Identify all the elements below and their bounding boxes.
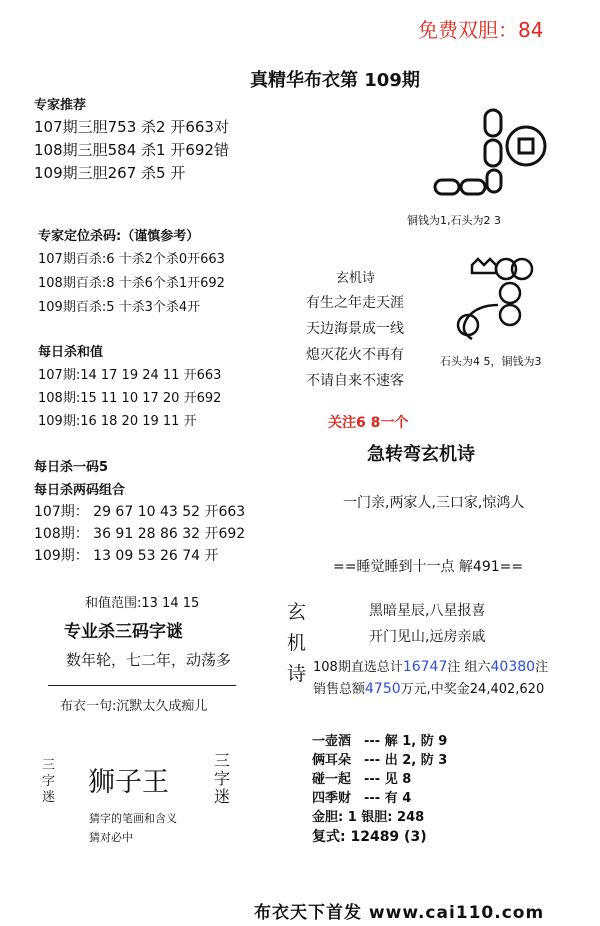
xuanji-label-char: 诗 xyxy=(287,663,307,685)
riddle-heading: 专业杀三码字谜 xyxy=(64,622,183,642)
riddle-text: 数年轮，七二年，动荡多 xyxy=(66,651,232,669)
sum-kill-line: 109期:16 18 20 19 11 开 xyxy=(38,414,197,429)
mystic-poem-heading: 玄机诗 xyxy=(336,271,376,286)
hint-row: 一壶酒 --- 解 1, 防 9 xyxy=(312,734,448,749)
expert-heading: 专家推荐 xyxy=(34,98,87,113)
expert-line: 109期三胆267 杀5 开 xyxy=(34,164,186,182)
sales-total: 4750 xyxy=(365,681,401,697)
page-title: 真精华布衣第 109期 xyxy=(250,70,420,91)
xuanji-line: 开门见山,远房亲戚 xyxy=(369,629,486,645)
lion-note: 猜字的笔画和含义 xyxy=(89,812,177,825)
sleep-riddle: ==睡觉睡到十一点 解491== xyxy=(333,559,524,575)
buyi-sentence: 布衣一句:沉默太久成痴儿 xyxy=(60,699,208,714)
footer-site: 布衣天下首发 www.cai110.com xyxy=(254,903,545,923)
coin-stone-drawing xyxy=(425,100,555,205)
sum-range: 和值范围:13 14 15 xyxy=(85,596,200,611)
coin-caption-1: 铜钱为1,石头为2 3 xyxy=(407,214,501,227)
multi-pick: 复式: 12489 (3) xyxy=(312,829,427,845)
sum-kill-line: 108期:15 11 10 17 20 开692 xyxy=(38,391,222,406)
position-kill-line: 109期百杀:5 十杀3个杀4开 xyxy=(38,300,201,315)
lion-king-riddle: 狮子王 xyxy=(88,767,169,798)
xuanji-line: 黑暗星辰,八星报喜 xyxy=(369,603,486,619)
position-kill-line: 108期百杀:8 十杀6个杀1开692 xyxy=(38,276,225,291)
sum-kill-line: 107期:14 17 19 24 11 开663 xyxy=(38,368,222,383)
coin-stone-drawing-2 xyxy=(440,255,570,350)
daily-kill-line: 109期： 13 09 53 26 74 开 xyxy=(34,548,219,564)
xuanji-label-char: 机 xyxy=(287,632,307,654)
expert-line: 107期三胆753 杀2 开663对 xyxy=(34,118,229,136)
mystic-poem-line: 熄灭花火不再有 xyxy=(306,347,404,363)
sum-kill-heading: 每日杀和值 xyxy=(38,345,104,360)
riddle-side-left: 三字迷 xyxy=(42,758,56,805)
daily-kill-two-heading: 每日杀两码组合 xyxy=(34,483,126,498)
daily-kill-line: 108期： 36 91 28 86 32 开692 xyxy=(34,526,246,542)
position-kill-line: 107期百杀:6 十杀2个杀0开663 xyxy=(38,252,225,267)
sharp-turn-heading: 急转弯玄机诗 xyxy=(367,444,475,465)
sales-line-1: 108期直选总计16747注 组六40380注 xyxy=(313,659,549,675)
free-double-badge: 免费双胆：84 xyxy=(418,18,544,42)
xuanji-label-char: 玄 xyxy=(287,601,307,623)
sales-line-2: 销售总额4750万元,中奖金24,402,620 xyxy=(313,681,545,697)
mystic-poem-line: 有生之年走天涯 xyxy=(306,295,404,311)
daily-kill-line: 107期： 29 67 10 43 52 开663 xyxy=(34,504,246,520)
mystic-poem-line: 天边海景成一线 xyxy=(306,321,404,337)
gold-silver-picks: 金胆: 1 银胆: 248 xyxy=(312,810,425,825)
lion-note: 猜对必中 xyxy=(89,831,133,844)
mystic-poem-line: 不请自来不速客 xyxy=(306,373,404,389)
focus-note: 关注6 8一个 xyxy=(328,415,409,431)
group6-count: 40380 xyxy=(490,659,536,675)
divider xyxy=(48,685,236,686)
daily-kill-one: 每日杀一码5 xyxy=(34,460,109,475)
hint-row: 俩耳朵 --- 出 2, 防 3 xyxy=(312,753,448,768)
position-kill-heading: 专家定位杀码:（谨慎参考） xyxy=(38,229,200,244)
riddle-side-right: 三字迷 xyxy=(214,751,231,806)
hint-row: 碰一起 --- 见 8 xyxy=(312,772,412,787)
coin-caption-2: 石头为4 5，铜钱为3 xyxy=(440,355,542,368)
hint-row: 四季财 --- 有 4 xyxy=(312,791,412,806)
sharp-turn-line: 一门亲,两家人,三口家,惊鸿人 xyxy=(343,495,525,511)
expert-line: 108期三胆584 杀1 开692错 xyxy=(34,141,229,159)
direct-count: 16747 xyxy=(402,659,448,675)
